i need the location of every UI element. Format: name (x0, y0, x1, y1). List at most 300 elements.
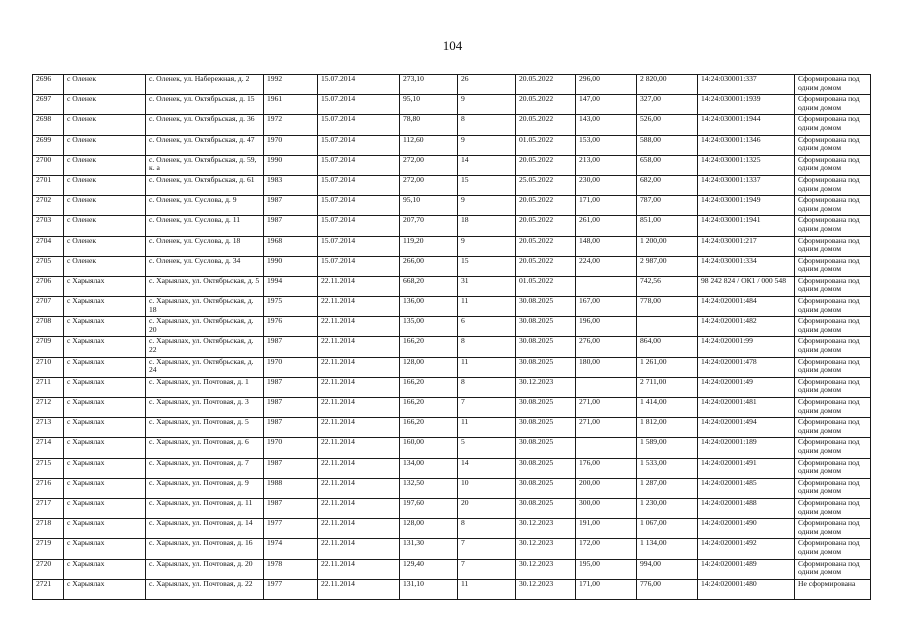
cost-cell: 2 987,00 (637, 256, 698, 276)
address-cell: с. Харыялах, ул. Почтовая, д. 16 (146, 539, 264, 559)
area-cell: 112,60 (400, 135, 458, 155)
registration-date-cell: 15.07.2014 (318, 155, 400, 175)
cadastral-number-cell: 14:24:020001:99 (698, 337, 795, 357)
row-number-cell: 2700 (33, 155, 64, 175)
row-number-cell: 2701 (33, 175, 64, 195)
cadastral-number-cell: 14:24:030001:334 (698, 256, 795, 276)
land-area-cell: 176,00 (576, 458, 637, 478)
land-status-cell: Сформирована под одним домом (795, 135, 871, 155)
settlement-cell: с Харыялах (64, 317, 146, 337)
land-status-cell: Сформирована под одним домом (795, 256, 871, 276)
row-number-cell: 2718 (33, 519, 64, 539)
year-built-cell: 1975 (264, 297, 318, 317)
registration-date-cell: 22.11.2014 (318, 579, 400, 599)
residents-cell: 26 (458, 75, 516, 95)
year-built-cell: 1987 (264, 337, 318, 357)
table-row (33, 357, 871, 377)
residents-cell: 14 (458, 458, 516, 478)
address-cell: с. Оленек, ул. Суслова, д. 9 (146, 196, 264, 216)
land-status-cell: Сформирована под одним домом (795, 115, 871, 135)
row-number-cell: 2715 (33, 458, 64, 478)
table-row (33, 75, 871, 95)
land-area-cell: 191,00 (576, 519, 637, 539)
table-body (33, 75, 871, 600)
cadastral-number-cell: 14:24:020001:482 (698, 317, 795, 337)
deadline-cell: 20.05.2022 (516, 155, 576, 175)
row-number-cell: 2709 (33, 337, 64, 357)
cost-cell: 1 414,00 (637, 398, 698, 418)
address-cell: с. Оленек, ул. Октябрьская, д. 15 (146, 95, 264, 115)
cost-cell: 1 230,00 (637, 498, 698, 518)
residents-cell: 11 (458, 579, 516, 599)
row-number-cell: 2714 (33, 438, 64, 458)
area-cell: 131,30 (400, 539, 458, 559)
residents-cell: 8 (458, 337, 516, 357)
cost-cell: 994,00 (637, 559, 698, 579)
address-cell: с. Оленек, ул. Октябрьская, д. 47 (146, 135, 264, 155)
settlement-cell: с Харыялах (64, 357, 146, 377)
land-status-cell: Сформирована под одним домом (795, 236, 871, 256)
address-cell: с. Оленек, ул. Октябрьская, д. 36 (146, 115, 264, 135)
table-row (33, 438, 871, 458)
year-built-cell: 1990 (264, 155, 318, 175)
land-area-cell: 271,00 (576, 398, 637, 418)
address-cell: с. Оленек, ул. Октябрьская, д. 61 (146, 175, 264, 195)
area-cell: 132,50 (400, 478, 458, 498)
land-status-cell: Сформирована под одним домом (795, 155, 871, 175)
land-area-cell: 172,00 (576, 539, 637, 559)
table-row (33, 196, 871, 216)
settlement-cell: с Харыялах (64, 377, 146, 397)
cadastral-number-cell: 14:24:020001:480 (698, 579, 795, 599)
cost-cell: 1 261,00 (637, 357, 698, 377)
settlement-cell: с Харыялах (64, 579, 146, 599)
residents-cell: 11 (458, 418, 516, 438)
settlement-cell: с Харыялах (64, 519, 146, 539)
table-row (33, 115, 871, 135)
cost-cell: 1 533,00 (637, 458, 698, 478)
deadline-cell: 01.05.2022 (516, 276, 576, 296)
year-built-cell: 1972 (264, 115, 318, 135)
land-status-cell: Сформирована под одним домом (795, 478, 871, 498)
address-cell: с. Харыялах, ул. Почтовая, д. 9 (146, 478, 264, 498)
deadline-cell: 30.08.2025 (516, 317, 576, 337)
area-cell: 272,00 (400, 175, 458, 195)
cost-cell: 1 134,00 (637, 539, 698, 559)
year-built-cell: 1970 (264, 357, 318, 377)
land-status-cell: Сформирована под одним домом (795, 519, 871, 539)
area-cell: 128,00 (400, 357, 458, 377)
registration-date-cell: 15.07.2014 (318, 236, 400, 256)
settlement-cell: с Оленек (64, 155, 146, 175)
address-cell: с. Харыялах, ул. Октябрьская, д. 22 (146, 337, 264, 357)
registration-date-cell: 15.07.2014 (318, 95, 400, 115)
year-built-cell: 1983 (264, 175, 318, 195)
row-number-cell: 2698 (33, 115, 64, 135)
registration-date-cell: 15.07.2014 (318, 256, 400, 276)
land-area-cell: 153,00 (576, 135, 637, 155)
land-status-cell: Сформирована под одним домом (795, 377, 871, 397)
registration-date-cell: 22.11.2014 (318, 559, 400, 579)
registration-date-cell: 22.11.2014 (318, 418, 400, 438)
registration-date-cell: 22.11.2014 (318, 438, 400, 458)
deadline-cell: 30.08.2025 (516, 398, 576, 418)
area-cell: 135,00 (400, 317, 458, 337)
settlement-cell: с Оленек (64, 95, 146, 115)
table-row (33, 418, 871, 438)
address-cell: с. Харыялах, ул. Почтовая, д. 3 (146, 398, 264, 418)
row-number-cell: 2708 (33, 317, 64, 337)
settlement-cell: с Оленек (64, 115, 146, 135)
page-number: 104 (442, 38, 463, 53)
year-built-cell: 1987 (264, 498, 318, 518)
cadastral-number-cell: 14:24:030001:1346 (698, 135, 795, 155)
registration-date-cell: 15.07.2014 (318, 196, 400, 216)
settlement-cell: с Харыялах (64, 398, 146, 418)
cadastral-number-cell: 14:24:020001:491 (698, 458, 795, 478)
land-area-cell: 213,00 (576, 155, 637, 175)
cadastral-number-cell: 14:24:030001:1337 (698, 175, 795, 195)
area-cell: 129,40 (400, 559, 458, 579)
table-row (33, 175, 871, 195)
area-cell: 166,20 (400, 377, 458, 397)
row-number-cell: 2719 (33, 539, 64, 559)
land-status-cell: Сформирована под одним домом (795, 438, 871, 458)
settlement-cell: с Харыялах (64, 539, 146, 559)
year-built-cell: 1987 (264, 196, 318, 216)
year-built-cell: 1987 (264, 398, 318, 418)
settlement-cell: с Оленек (64, 196, 146, 216)
cadastral-number-cell: 14:24:020001:494 (698, 418, 795, 438)
cost-cell: 526,00 (637, 115, 698, 135)
table-row (33, 155, 871, 175)
cadastral-number-cell: 14:24:030001:1949 (698, 196, 795, 216)
residents-cell: 9 (458, 236, 516, 256)
land-status-cell: Сформирована под одним домом (795, 337, 871, 357)
residents-cell: 8 (458, 115, 516, 135)
settlement-cell: с Оленек (64, 75, 146, 95)
land-area-cell: 171,00 (576, 196, 637, 216)
year-built-cell: 1970 (264, 438, 318, 458)
deadline-cell: 30.12.2023 (516, 559, 576, 579)
land-area-cell: 300,00 (576, 498, 637, 518)
registration-date-cell: 22.11.2014 (318, 317, 400, 337)
cadastral-number-cell: 14:24:020001:485 (698, 478, 795, 498)
cost-cell: 1 287,00 (637, 478, 698, 498)
deadline-cell: 30.08.2025 (516, 337, 576, 357)
registration-date-cell: 22.11.2014 (318, 337, 400, 357)
settlement-cell: с Харыялах (64, 337, 146, 357)
cost-cell: 851,00 (637, 216, 698, 236)
land-area-cell: 271,00 (576, 418, 637, 438)
deadline-cell: 20.05.2022 (516, 196, 576, 216)
settlement-cell: с Харыялах (64, 276, 146, 296)
land-area-cell: 171,00 (576, 579, 637, 599)
area-cell: 197,60 (400, 498, 458, 518)
table-row (33, 498, 871, 518)
land-area-cell: 195,00 (576, 559, 637, 579)
cadastral-number-cell: 14:24:030001:1941 (698, 216, 795, 236)
settlement-cell: с Харыялах (64, 458, 146, 478)
land-area-cell (576, 276, 637, 296)
row-number-cell: 2707 (33, 297, 64, 317)
land-status-cell: Сформирована под одним домом (795, 75, 871, 95)
table-row (33, 559, 871, 579)
year-built-cell: 1988 (264, 478, 318, 498)
residents-cell: 9 (458, 196, 516, 216)
land-status-cell: Сформирована под одним домом (795, 175, 871, 195)
table-row (33, 95, 871, 115)
area-cell: 78,80 (400, 115, 458, 135)
deadline-cell: 20.05.2022 (516, 115, 576, 135)
settlement-cell: с Оленек (64, 175, 146, 195)
row-number-cell: 2696 (33, 75, 64, 95)
settlement-cell: с Оленек (64, 216, 146, 236)
settlement-cell: с Оленек (64, 236, 146, 256)
settlement-cell: с Харыялах (64, 498, 146, 518)
registry-table (32, 74, 871, 600)
cadastral-number-cell: 14:24:020001:189 (698, 438, 795, 458)
residents-cell: 18 (458, 216, 516, 236)
cost-cell: 327,00 (637, 95, 698, 115)
cadastral-number-cell: 14:24:020001:481 (698, 398, 795, 418)
address-cell: с. Оленек, ул. Суслова, д. 11 (146, 216, 264, 236)
cadastral-number-cell: 98 242 824 / ОК1 / 000 548 (698, 276, 795, 296)
registration-date-cell: 22.11.2014 (318, 398, 400, 418)
row-number-cell: 2712 (33, 398, 64, 418)
registration-date-cell: 15.07.2014 (318, 135, 400, 155)
residents-cell: 7 (458, 398, 516, 418)
deadline-cell: 25.05.2022 (516, 175, 576, 195)
settlement-cell: с Оленек (64, 256, 146, 276)
year-built-cell: 1987 (264, 458, 318, 478)
land-area-cell (576, 377, 637, 397)
cadastral-number-cell: 14:24:020001:49 (698, 377, 795, 397)
area-cell: 128,00 (400, 519, 458, 539)
address-cell: с. Харыялах, ул. Почтовая, д. 1 (146, 377, 264, 397)
table-row (33, 236, 871, 256)
residents-cell: 14 (458, 155, 516, 175)
land-status-cell: Сформирована под одним домом (795, 317, 871, 337)
cadastral-number-cell: 14:24:020001:489 (698, 559, 795, 579)
cost-cell: 787,00 (637, 196, 698, 216)
address-cell: с. Харыялах, ул. Почтовая, д. 22 (146, 579, 264, 599)
land-status-cell: Сформирована под одним домом (795, 498, 871, 518)
cost-cell: 658,00 (637, 155, 698, 175)
land-status-cell: Сформирована под одним домом (795, 196, 871, 216)
row-number-cell: 2720 (33, 559, 64, 579)
cost-cell: 742,56 (637, 276, 698, 296)
area-cell: 166,20 (400, 398, 458, 418)
registration-date-cell: 15.07.2014 (318, 175, 400, 195)
year-built-cell: 1977 (264, 519, 318, 539)
deadline-cell: 30.08.2025 (516, 357, 576, 377)
address-cell: с. Харыялах, ул. Почтовая, д. 6 (146, 438, 264, 458)
deadline-cell: 01.05.2022 (516, 135, 576, 155)
cadastral-number-cell: 14:24:030001:217 (698, 236, 795, 256)
land-area-cell: 230,00 (576, 175, 637, 195)
cost-cell: 778,00 (637, 297, 698, 317)
table-row (33, 135, 871, 155)
registration-date-cell: 22.11.2014 (318, 276, 400, 296)
year-built-cell: 1970 (264, 135, 318, 155)
registration-date-cell: 15.07.2014 (318, 115, 400, 135)
registration-date-cell: 22.11.2014 (318, 357, 400, 377)
row-number-cell: 2710 (33, 357, 64, 377)
address-cell: с. Харыялах, ул. Почтовая, д. 7 (146, 458, 264, 478)
cadastral-number-cell: 14:24:020001:478 (698, 357, 795, 377)
row-number-cell: 2702 (33, 196, 64, 216)
address-cell: с. Харыялах, ул. Почтовая, д. 5 (146, 418, 264, 438)
row-number-cell: 2705 (33, 256, 64, 276)
deadline-cell: 30.08.2025 (516, 438, 576, 458)
cost-cell: 2 711,00 (637, 377, 698, 397)
deadline-cell: 20.05.2022 (516, 236, 576, 256)
table-row (33, 377, 871, 397)
deadline-cell: 20.05.2022 (516, 95, 576, 115)
land-status-cell: Сформирована под одним домом (795, 559, 871, 579)
row-number-cell: 2704 (33, 236, 64, 256)
row-number-cell: 2713 (33, 418, 64, 438)
land-status-cell: Сформирована под одним домом (795, 297, 871, 317)
residents-cell: 7 (458, 559, 516, 579)
land-status-cell: Не сформирована (795, 579, 871, 599)
residents-cell: 11 (458, 357, 516, 377)
table-row (33, 256, 871, 276)
land-status-cell: Сформирована под одним домом (795, 398, 871, 418)
land-status-cell: Сформирована под одним домом (795, 418, 871, 438)
year-built-cell: 1987 (264, 418, 318, 438)
address-cell: с. Харыялах, ул. Почтовая, д. 14 (146, 519, 264, 539)
cadastral-number-cell: 14:24:030001:1944 (698, 115, 795, 135)
year-built-cell: 1992 (264, 75, 318, 95)
row-number-cell: 2703 (33, 216, 64, 236)
area-cell: 95,10 (400, 95, 458, 115)
year-built-cell: 1974 (264, 539, 318, 559)
land-area-cell: 261,00 (576, 216, 637, 236)
residents-cell: 7 (458, 539, 516, 559)
row-number-cell: 2697 (33, 95, 64, 115)
year-built-cell: 1968 (264, 236, 318, 256)
row-number-cell: 2717 (33, 498, 64, 518)
cost-cell: 1 067,00 (637, 519, 698, 539)
land-area-cell: 296,00 (576, 75, 637, 95)
address-cell: с. Оленек, ул. Набережная, д. 2 (146, 75, 264, 95)
address-cell: с. Харыялах, ул. Октябрьская, д. 5 (146, 276, 264, 296)
year-built-cell: 1994 (264, 276, 318, 296)
table-row (33, 337, 871, 357)
address-cell: с. Харыялах, ул. Октябрьская, д. 20 (146, 317, 264, 337)
registration-date-cell: 22.11.2014 (318, 458, 400, 478)
address-cell: с. Харыялах, ул. Октябрьская, д. 18 (146, 297, 264, 317)
residents-cell: 10 (458, 478, 516, 498)
cost-cell: 588,00 (637, 135, 698, 155)
registration-date-cell: 15.07.2014 (318, 75, 400, 95)
row-number-cell: 2716 (33, 478, 64, 498)
registration-date-cell: 22.11.2014 (318, 478, 400, 498)
table-row (33, 519, 871, 539)
land-area-cell: 147,00 (576, 95, 637, 115)
table-row (33, 317, 871, 337)
area-cell: 266,00 (400, 256, 458, 276)
residents-cell: 8 (458, 377, 516, 397)
land-area-cell: 148,00 (576, 236, 637, 256)
cadastral-number-cell: 14:24:020001:488 (698, 498, 795, 518)
residents-cell: 5 (458, 438, 516, 458)
settlement-cell: с Харыялах (64, 418, 146, 438)
residents-cell: 15 (458, 175, 516, 195)
settlement-cell: с Харыялах (64, 478, 146, 498)
land-status-cell: Сформирована под одним домом (795, 539, 871, 559)
cost-cell: 776,00 (637, 579, 698, 599)
deadline-cell: 20.05.2022 (516, 75, 576, 95)
deadline-cell: 20.05.2022 (516, 216, 576, 236)
cadastral-number-cell: 14:24:020001:484 (698, 297, 795, 317)
deadline-cell: 30.08.2025 (516, 498, 576, 518)
land-area-cell: 276,00 (576, 337, 637, 357)
deadline-cell: 30.08.2025 (516, 418, 576, 438)
land-area-cell (576, 438, 637, 458)
address-cell: с. Оленек, ул. Суслова, д. 18 (146, 236, 264, 256)
cadastral-number-cell: 14:24:020001:490 (698, 519, 795, 539)
table-row (33, 539, 871, 559)
residents-cell: 9 (458, 135, 516, 155)
area-cell: 160,00 (400, 438, 458, 458)
registration-date-cell: 22.11.2014 (318, 498, 400, 518)
year-built-cell: 1976 (264, 317, 318, 337)
settlement-cell: с Харыялах (64, 559, 146, 579)
year-built-cell: 1987 (264, 377, 318, 397)
cost-cell: 2 820,00 (637, 75, 698, 95)
area-cell: 95,10 (400, 196, 458, 216)
cadastral-number-cell: 14:24:030001:337 (698, 75, 795, 95)
row-number-cell: 2699 (33, 135, 64, 155)
cadastral-number-cell: 14:24:020001:492 (698, 539, 795, 559)
deadline-cell: 30.08.2025 (516, 297, 576, 317)
cadastral-number-cell: 14:24:030001:1325 (698, 155, 795, 175)
row-number-cell: 2706 (33, 276, 64, 296)
land-area-cell: 200,00 (576, 478, 637, 498)
land-status-cell: Сформирована под одним домом (795, 216, 871, 236)
table-row (33, 276, 871, 296)
table-row (33, 216, 871, 236)
land-area-cell: 143,00 (576, 115, 637, 135)
table-row (33, 398, 871, 418)
registration-date-cell: 22.11.2014 (318, 539, 400, 559)
area-cell: 272,00 (400, 155, 458, 175)
registration-date-cell: 15.07.2014 (318, 216, 400, 236)
area-cell: 207,70 (400, 216, 458, 236)
land-area-cell: 167,00 (576, 297, 637, 317)
land-area-cell: 180,00 (576, 357, 637, 377)
table-row (33, 478, 871, 498)
address-cell: с. Харыялах, ул. Почтовая, д. 20 (146, 559, 264, 579)
table-row (33, 579, 871, 599)
residents-cell: 6 (458, 317, 516, 337)
deadline-cell: 30.12.2023 (516, 377, 576, 397)
land-status-cell: Сформирована под одним домом (795, 276, 871, 296)
address-cell: с. Харыялах, ул. Почтовая, д. 11 (146, 498, 264, 518)
deadline-cell: 30.12.2023 (516, 519, 576, 539)
deadline-cell: 30.12.2023 (516, 579, 576, 599)
residents-cell: 8 (458, 519, 516, 539)
cost-cell: 682,00 (637, 175, 698, 195)
settlement-cell: с Оленек (64, 135, 146, 155)
registration-date-cell: 22.11.2014 (318, 519, 400, 539)
residents-cell: 31 (458, 276, 516, 296)
land-area-cell: 224,00 (576, 256, 637, 276)
address-cell: с. Оленек, ул. Суслова, д. 34 (146, 256, 264, 276)
